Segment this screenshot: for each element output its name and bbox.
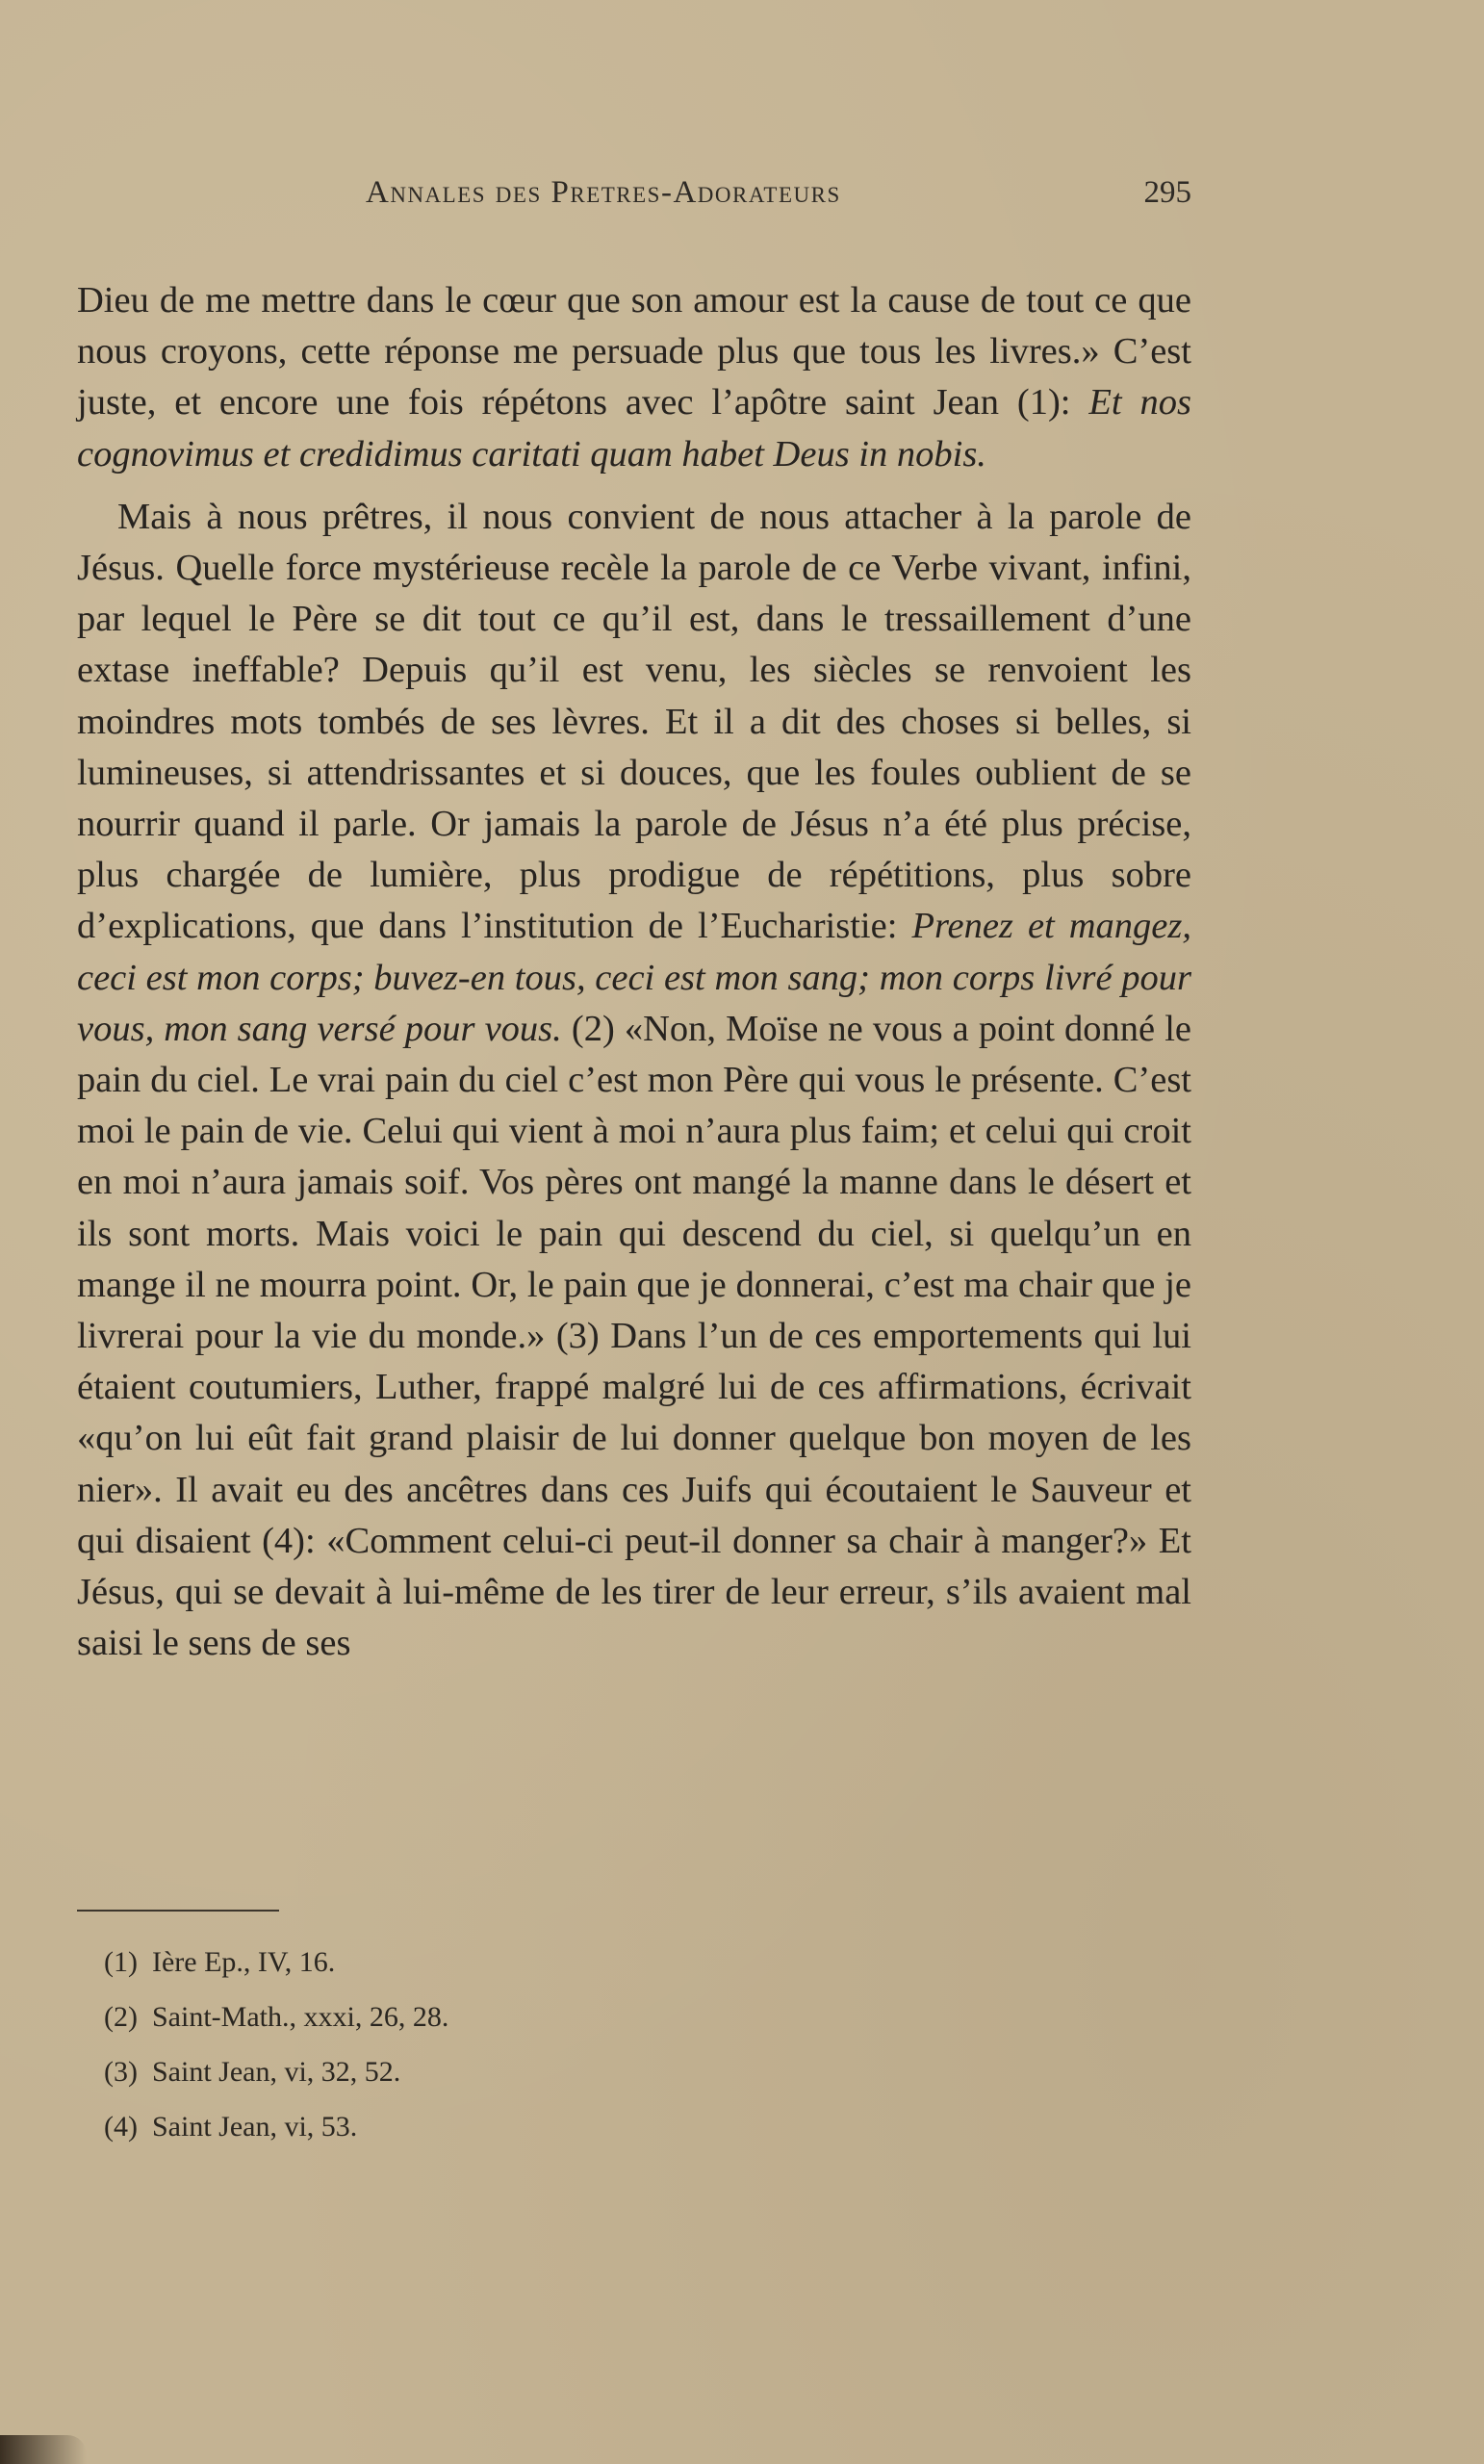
paragraph-2: [77, 492, 1191, 1670]
footnote-1: [104, 1935, 1163, 1989]
footnote-mark: (2): [104, 2001, 138, 2033]
footnote-text: Saint Jean, vi, 53.: [152, 2111, 358, 2143]
page-number: 295: [1143, 175, 1191, 210]
footnotes: [104, 1935, 1163, 2154]
paragraph-2-text-a: Mais à nous prêtres, il nous convient de nous attacher à la parole de Jésus. Quelle force mystérieuse recèle la parole de ce Verbe vivant, infini, par lequel le Père se dit tout ce qu’il est, dans le tressaillement d’une extase ineffable? Depuis qu’il est venu, les siècles se renvoient les moindres mots tombés de ses lèvres. Et il a dit des choses si belles, si lumineuses, si attendrissantes et si douces, que les foules oublient de se nourrir quand il parle. Or jamais la parole de Jésus n’a été plus précise, plus chargée de lumière, plus prodigue de répétitions, plus sobre d’explications, que dans l’institution de l’Eucharistie:: [77, 496, 1191, 947]
footnote-mark: (1): [104, 1946, 138, 1978]
footnote-mark: (3): [104, 2056, 138, 2088]
latin-quotation: Et nos cognovimus et credidimus caritati quam habet Deus in nobis.: [77, 382, 1191, 475]
paragraph-1-text: Dieu de me mettre dans le cœur que son amour est la cause de tout ce que nous croyons, cette réponse me persuade plus que tous les livres.» C’est juste, et encore une fois répétons avec l’apôtre saint Jean (1):: [77, 280, 1191, 424]
running-head: [77, 175, 1191, 223]
footnote-rule: [77, 1910, 279, 1912]
footnote-text: Saint Jean, vi, 32, 52.: [152, 2056, 401, 2088]
footnote-4: [104, 2099, 1163, 2154]
footnote-3: [104, 2044, 1163, 2099]
running-head-title: Annales des Pretres-Adorateurs: [366, 175, 841, 210]
page-corner-shadow: [0, 2435, 87, 2464]
paragraph-1: [77, 275, 1191, 480]
footnote-text: Saint-Math., xxxi, 26, 28.: [152, 2001, 449, 2033]
paragraph-2-text-b: (2) «Non, Moïse ne vous a point donné le pain du ciel. Le vrai pain du ciel c’est mon Père qui vous le présente. C’est moi le pain de vie. Celui qui vient à moi n’aura plus faim; et celui qui croit en moi n’aura jamais soif. Vos pères ont mangé la manne dans le désert et ils sont morts. Mais voici le pain qui descend du ciel, si quelqu’un en mange il ne mourra point. Or, le pain que je donnerai, c’est ma chair que je livrerai pour la vie du monde.» (3) Dans l’un de ces emportements qui lui étaient coutumiers, Luther, frappé malgré lui de ces affirmations, écrivait «qu’on lui eût fait grand plaisir de lui donner quelque bon moyen de les nier». Il avait eu des ancêtres dans ces Juifs qui écoutaient le Sauveur et qui disaient (4): «Comment celui-ci peut-il donner sa chair à manger?» Et Jésus, qui se devait à lui-même de les tirer de leur erreur, s’ils avaient mal saisi le sens de ses: [77, 1008, 1192, 1664]
footnote-mark: (4): [104, 2111, 138, 2143]
footnote-text: Ière Ep., IV, 16.: [152, 1946, 336, 1978]
body-text: [77, 275, 1191, 1681]
footnote-2: [104, 1989, 1163, 2044]
eucharist-quotation: Prenez et mangez, ceci est mon corps; buvez-en tous, ceci est mon sang; mon corps livré pour vous, mon sang versé pour vous.: [77, 906, 1191, 1049]
